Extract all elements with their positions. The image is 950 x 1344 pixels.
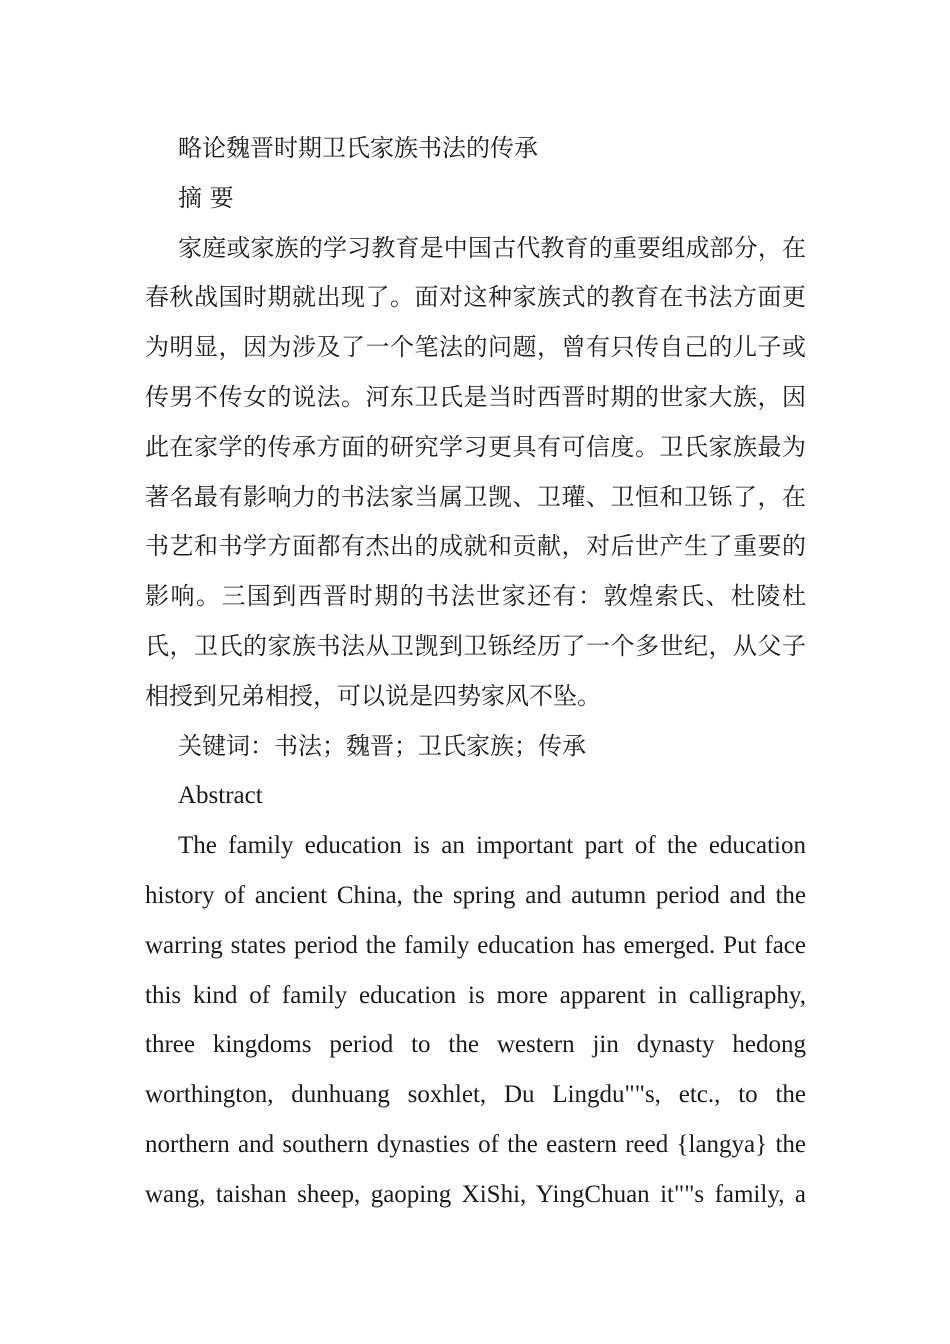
abstract-body-en: The family education is an important part of the education history of ancient China, the spring and autumn period and the warring states period the family education has emerged. Put face this kind of family education is more apparent in calligraphy, three kingdoms period to the western jin dynasty hedong worthington, dunhuang soxhlet, Du Lingdu""s, etc., to the northern and southern dynasties of the eastern reed {langya} the wang, taishan sheep, gaoping XiShi, YingChuan it""s family, a [145, 832, 806, 1208]
keywords-cn: 关键词：书法；魏晋；卫氏家族；传承 [178, 731, 586, 760]
abstract-body-cn: 家庭或家族的学习教育是中国古代教育的重要组成部分，在春秋战国时期就出现了。面对这种家族式的教育在书法方面更为明显，因为涉及了一个笔法的问题，曾有只传自己的儿子或传男不传女的说法。河东卫氏是当时西晋时期的世家大族，因此在家学的传承方面的研究学习更具有可信度。卫氏家族最为著名最有影响力的书法家当属卫觊、卫瓘、卫恒和卫铄了，在书艺和书学方面都有杰出的成就和贡献，对后世产生了重要的影响。三国到西晋时期的书法世家还有：敦煌索氏、杜陵杜氏，卫氏的家族书法从卫觊到卫铄经历了一个多世纪，从父子相授到兄弟相授，可以说是四势家风不坠。 [145, 233, 806, 710]
abstract-heading-en: Abstract [178, 782, 263, 810]
document-content [145, 124, 806, 1220]
abstract-heading-cn: 摘 要 [178, 183, 234, 212]
document-title: 略论魏晋时期卫氏家族书法的传承 [178, 134, 538, 162]
